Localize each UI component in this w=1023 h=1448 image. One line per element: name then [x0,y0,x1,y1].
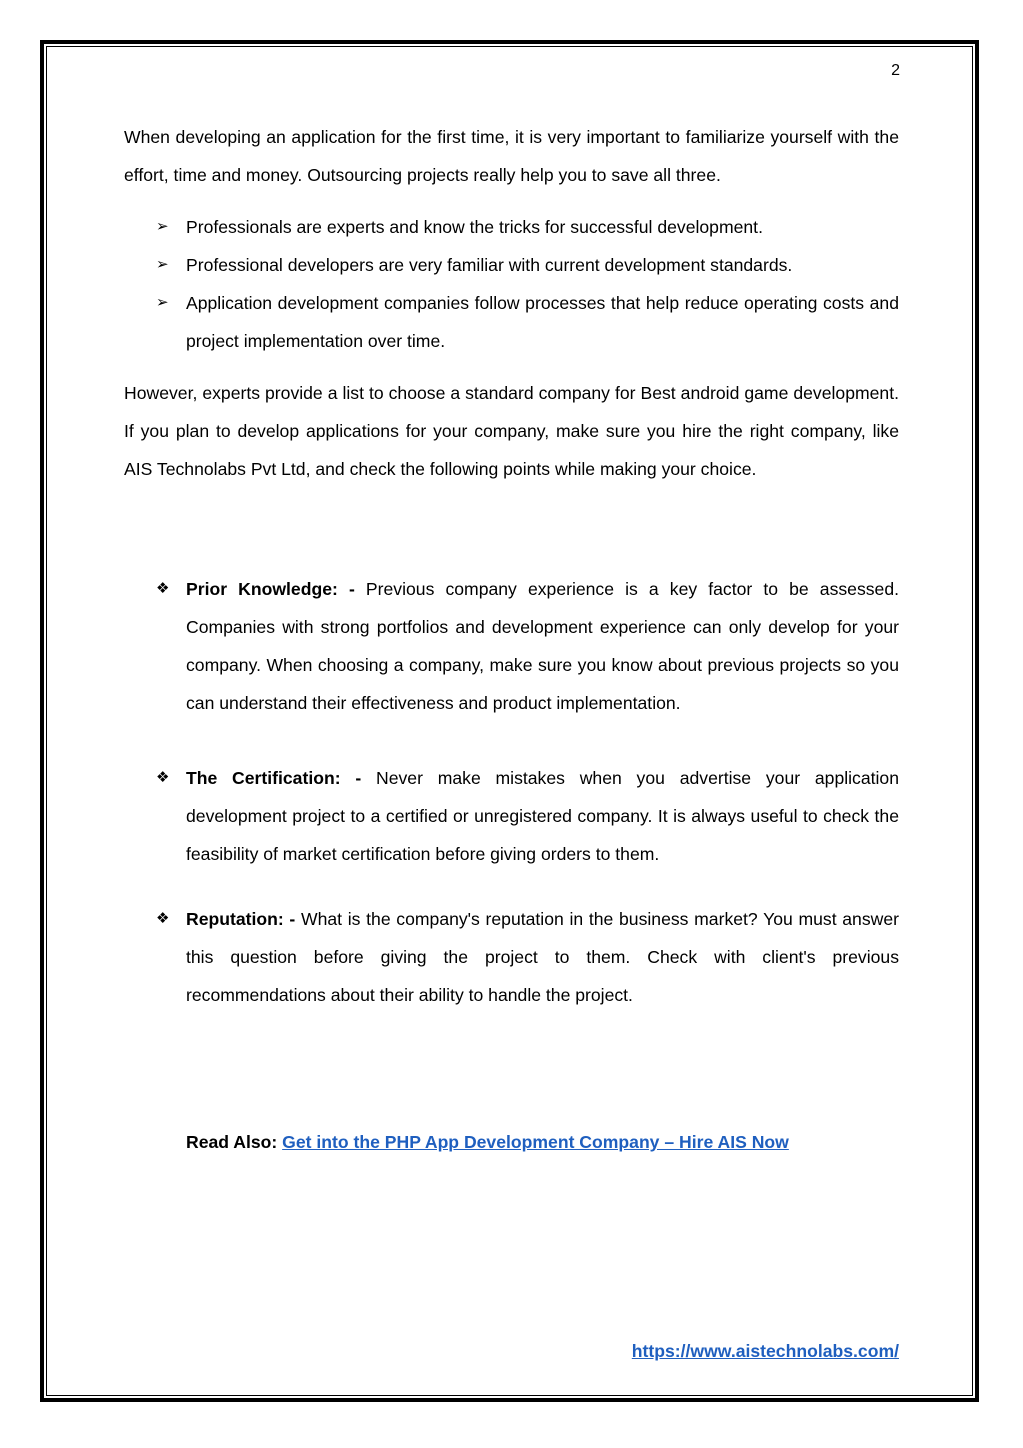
feature-reputation [124,900,899,1014]
list-item [124,284,899,360]
read-also-label: Read Also: [186,1132,278,1152]
list-item [124,246,899,284]
second-paragraph: However, experts provide a list to choose a standard company for Best android game development. If you plan to develop applications for your company, make sure you hire the right company, like AIS Technolabs Pvt Ltd, and check the following points while making your choice. [124,383,899,479]
arrow-bullet-list [124,208,899,360]
list-item-text: Professionals are experts and know the tricks for successful development. [186,217,763,237]
list-item [124,208,899,246]
read-also-link[interactable]: Get into the PHP App Development Company – Hire AIS Now [282,1132,789,1152]
feature-prior-knowledge [124,570,899,722]
feature-text: Previous company experience is a key factor to be assessed. Companies with strong portfolios and development experience can only develop for your company. When choosing a company, make sure you know about previous projects so you can understand their effectiveness and product implementation. [186,579,900,713]
list-item-text: Professional developers are very familiar with current development standards. [186,255,793,275]
page-number: 2 [891,62,900,79]
feature-text: What is the company's reputation in the business market? You must answer this question before giving the project to them. Check with client's previous recommendations about their ability to handle the project. [186,909,899,1005]
diamond-bullet-icon: ❖ [156,580,170,597]
feature-term: The Certification: - [186,768,362,788]
read-also [186,1123,789,1161]
arrow-bullet-icon: ➢ [156,256,169,273]
feature-text: Never make mistakes when you advertise your application development project to a certified or unregistered company. It is always useful to check the feasibility of market certification before giving orders to them. [186,768,899,864]
feature-certification [124,759,899,873]
diamond-bullet-icon: ❖ [156,769,170,786]
arrow-bullet-icon: ➢ [156,294,169,311]
footer-website-link[interactable]: https://www.aistechnolabs.com/ [631,1341,899,1361]
intro-paragraph: When developing an application for the first time, it is very important to familiarize yourself with the effort, time and money. Outsourcing projects really help you to save all three. [124,127,899,185]
diamond-bullet-icon: ❖ [156,910,170,927]
arrow-bullet-icon: ➢ [156,218,169,235]
list-item-text: Application development companies follow processes that help reduce operating costs and project implementation over time. [186,293,899,351]
document-body [124,118,899,1014]
feature-term: Prior Knowledge: - [186,579,355,599]
feature-term: Reputation: - [186,909,296,929]
